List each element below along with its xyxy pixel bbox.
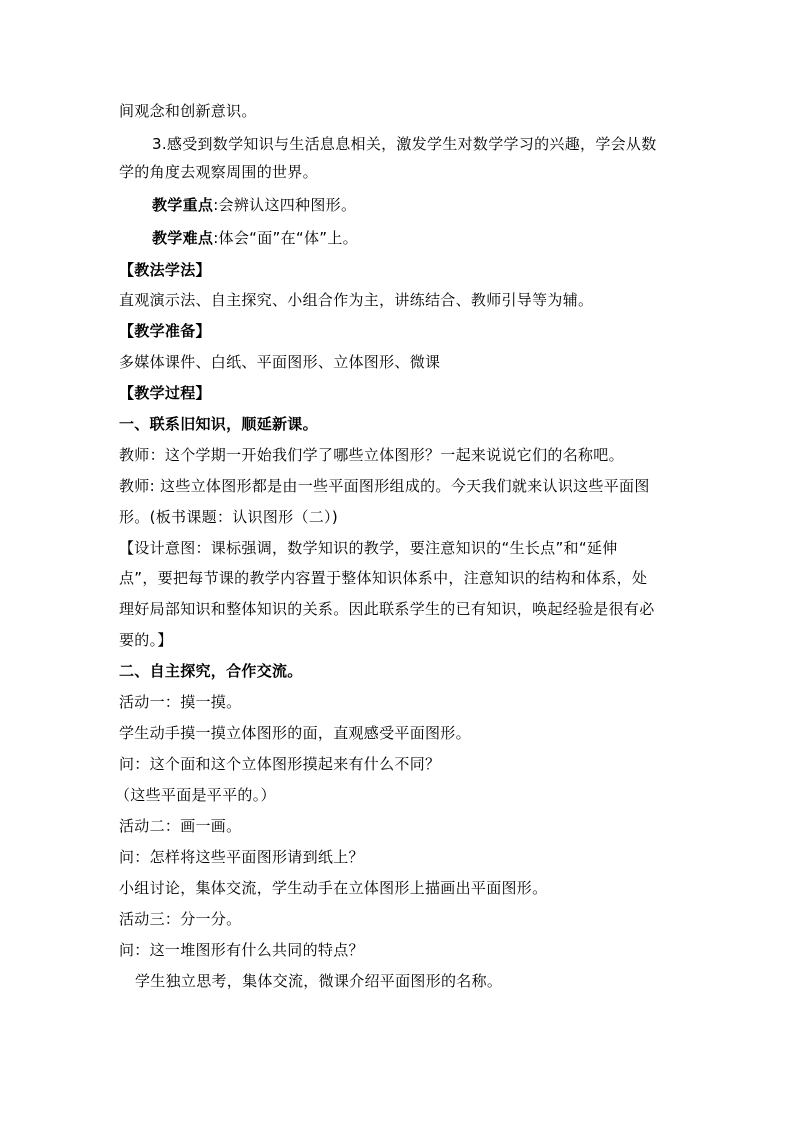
body-line: 多媒体课件、白纸、平面图形、立体图形、微课 bbox=[119, 353, 441, 371]
body-line: 学的角度去观察周围的世界。 bbox=[119, 163, 318, 181]
body-line: 教师: 这些立体图形都是由一些平面图形组成的。今天我们就来认识这些平面图 bbox=[119, 477, 650, 495]
design-intent-line: 理好局部知识和整体知识的关系。因此联系学生的已有知识，唤起经验是很有必 bbox=[119, 600, 655, 618]
body-line: 小组讨论，集体交流，学生动手在立体图形上描画出平面图形。 bbox=[119, 879, 548, 897]
answer-line: （这些平面是平平的。） bbox=[115, 786, 276, 804]
activity-title: 活动三：分一分。 bbox=[119, 910, 242, 928]
difficult-point-line: 教学难点:体会“面”在“体”上。 bbox=[152, 229, 358, 247]
key-point-line: 教学重点:会辨认这四种图形。 bbox=[152, 196, 357, 214]
key-point-label: 教学重点 bbox=[152, 196, 214, 214]
design-intent-line: 点”，要把每节课的教学内容置于整体知识体系中，注意知识的结构和体系，处 bbox=[119, 569, 648, 587]
design-intent-line: 【设计意图：课标强调，数学知识的教学，要注意知识的“生长点”和“延伸 bbox=[119, 539, 618, 557]
activity-title: 活动一：摸一摸。 bbox=[119, 693, 242, 711]
body-line: 学生独立思考，集体交流，微课介绍平面图形的名称。 bbox=[135, 972, 503, 990]
subsection-heading-1: 一、联系旧知识，顺延新课。 bbox=[119, 415, 318, 433]
objective-3-line: 3.感受到数学知识与生活息息相关，激发学生对数学学习的兴趣，学会从数 bbox=[152, 135, 657, 153]
question-line: 问：这一堆图形有什么共同的特点？ bbox=[119, 941, 364, 959]
design-intent-line: 要的。】 bbox=[119, 631, 173, 649]
question-line: 问：这个面和这个立体图形摸起来有什么不同？ bbox=[119, 755, 441, 773]
activity-title: 活动二：画一画。 bbox=[119, 817, 242, 835]
body-line: 学生动手摸一摸立体图形的面，直观感受平面图形。 bbox=[119, 724, 471, 742]
subsection-heading-2: 二、自主探究，合作交流。 bbox=[119, 662, 303, 680]
body-line: 直观演示法、自主探究、小组合作为主，讲练结合、教师引导等为辅。 bbox=[119, 291, 594, 309]
question-line: 问：怎样将这些平面图形请到纸上？ bbox=[119, 848, 364, 866]
difficult-point-label: 教学难点 bbox=[152, 229, 214, 247]
body-line: 教师：这个学期一开始我们学了哪些立体图形？一起来说说它们的名称吧。 bbox=[119, 446, 624, 464]
body-line: 形。(板书课题：认识图形（二）) bbox=[119, 508, 339, 526]
body-line: 间观念和创新意识。 bbox=[119, 102, 257, 120]
section-heading-method: 【教法学法】 bbox=[119, 261, 211, 279]
section-heading-process: 【教学过程】 bbox=[119, 384, 211, 402]
section-heading-preparation: 【教学准备】 bbox=[119, 322, 211, 340]
